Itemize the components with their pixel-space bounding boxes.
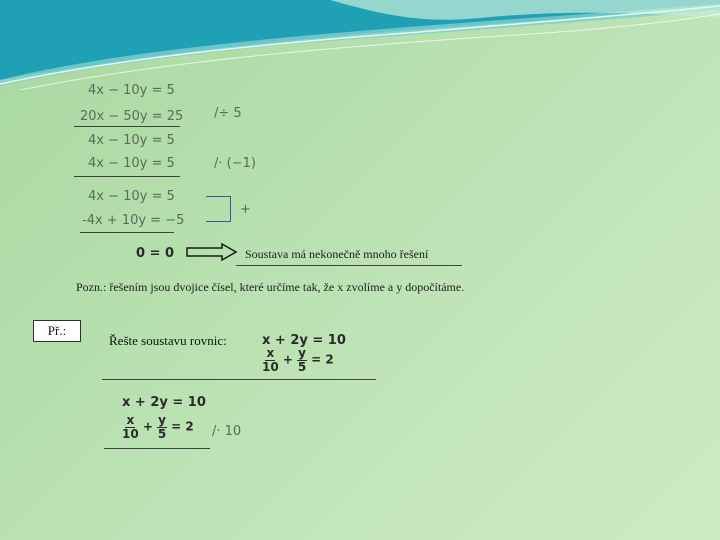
system-equation-2-repeat: $\frac{x}{10}$ + $\frac{y}{5}$ = 2: [122, 413, 194, 441]
plus-sign: +: [240, 202, 251, 217]
equation-3: 4x − 10y = 5: [88, 133, 175, 148]
equation-2: 20x − 50y = 25: [80, 109, 184, 124]
operation-divide: /÷ 5: [214, 106, 242, 121]
operation-multiply: /· (−1): [214, 156, 256, 171]
divider-line-1: [74, 126, 180, 127]
conclusion-text: Soustava má nekonečně mnoho řešení: [245, 247, 429, 261]
system-equation-2: $\frac{x}{10}$ + $\frac{y}{5}$ = 2: [262, 346, 334, 374]
example-label: Př.:: [33, 320, 81, 342]
system-equation-1: x + 2y = 10: [262, 333, 346, 348]
result-equation: 0 = 0: [136, 246, 175, 261]
note-text: Pozn.: řešením jsou dvojice čísel, které určíme tak, že x zvolíme a y dopočítáme.: [76, 280, 465, 294]
decorative-wave-banner: [0, 0, 720, 90]
divider-line-3: [80, 232, 174, 233]
addition-bracket: [206, 196, 231, 222]
task-text: Řešte soustavu rovnic:: [109, 333, 227, 348]
equation-4: 4x − 10y = 5: [88, 156, 175, 171]
system-equation-1-repeat: x + 2y = 10: [122, 395, 206, 410]
equation-6: -4x + 10y = −5: [82, 213, 185, 228]
divider-line-4: [102, 379, 376, 380]
implication-arrow-icon: [186, 243, 238, 261]
equation-1: 4x − 10y = 5: [88, 83, 175, 98]
conclusion-underline: [236, 265, 462, 266]
divider-line-2: [74, 176, 180, 177]
equation-5: 4x − 10y = 5: [88, 189, 175, 204]
operation-multiply-10: /· 10: [212, 424, 242, 439]
divider-line-5: [104, 448, 210, 449]
